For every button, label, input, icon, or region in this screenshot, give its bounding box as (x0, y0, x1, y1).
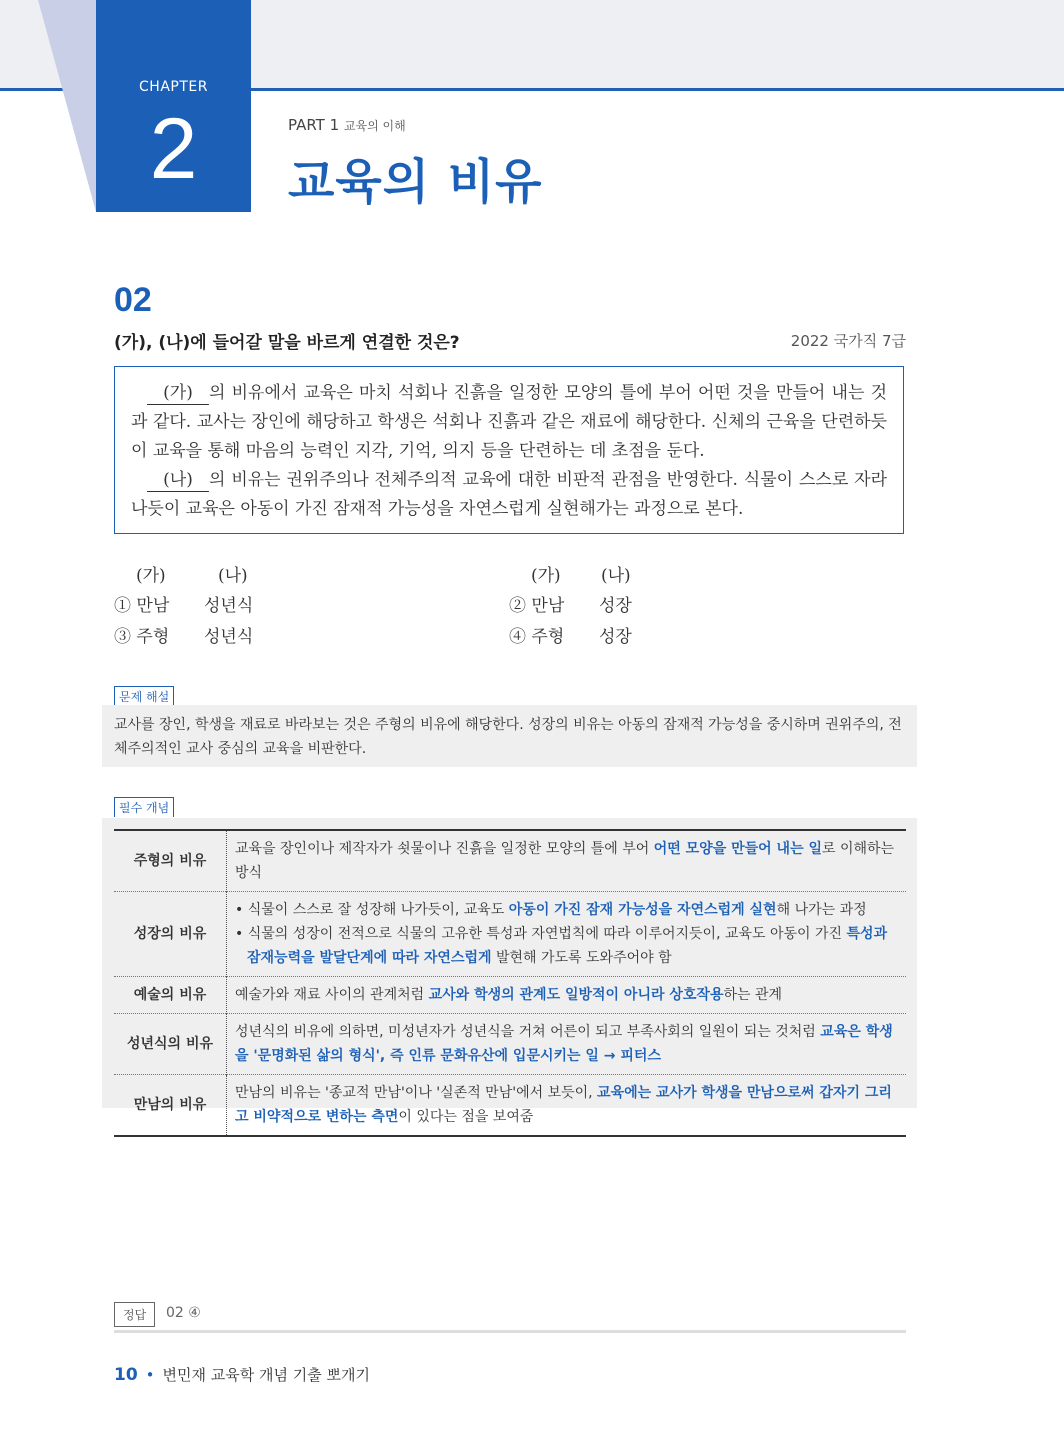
row-head: 만남의 비유 (114, 1075, 227, 1137)
table-row (114, 1075, 906, 1137)
choice-head-a: (가) (136, 566, 166, 586)
part-label: PART 1 교육의 이해 (288, 116, 406, 134)
row-head: 성년식의 비유 (114, 1014, 227, 1075)
row-body: 성년식의 비유에 의하면, 미성년자가 성년식을 거쳐 어른이 되고 부족사회의 일원이 되는 것처럼 교육은 학생을 '문명화된 삶의 형식', 즉 인류 문화유산에 입문시키는 일 → 피터스 (235, 1024, 893, 1064)
row-head: 성장의 비유 (114, 892, 227, 977)
table-row (114, 1014, 906, 1075)
question-source: 2022 국가직 7급 (790, 332, 906, 350)
choice-head-a: (가) (531, 566, 561, 586)
row-body: 만남의 비유는 '종교적 만남'이나 '실존적 만남'에서 보듯이, 교육에는 교사가 학생을 만남으로써 갑자기 그리고 비약적으로 변하는 측면이 있다는 점을 보여줌 (235, 1085, 892, 1125)
answer-label: 정답 (114, 1302, 155, 1327)
passage-paragraph-2: (나) 의 비유는 권위주의나 전체주의적 교육에 대한 비판적 관점을 반영한다. 식물이 스스로 자라나듯이 교육은 아동이 가진 잠재적 가능성을 자연스럽게 실현해가는 과정으로 본다. (131, 470, 887, 519)
choice-2[interactable]: ② 만남 성장 (509, 596, 632, 616)
blank-a: (가) (147, 382, 209, 405)
question-prompt: (가), (나)에 들어갈 말을 바르게 연결한 것은? (114, 333, 460, 353)
answer-rule (114, 1330, 906, 1333)
row-body: 예술가와 재료 사이의 관계처럼 교사와 학생의 관계도 일방적이 아니라 상호작용하는 관계 (235, 987, 783, 1003)
row-head: 주형의 비유 (114, 830, 227, 892)
footer-dot: • (145, 1366, 155, 1384)
question-number: 02 (114, 281, 152, 319)
concepts-tag: 필수 개념 (114, 797, 174, 817)
choice-3[interactable]: ③ 주형 성년식 (114, 627, 254, 647)
explanation-text: 교사를 장인, 학생을 재료로 바라보는 것은 주형의 비유에 해당한다. 성장의 비유는 아동의 잠재적 가능성을 중시하며 권위주의, 전체주의적인 교사 중심의 교육을 비판한다. (102, 705, 917, 767)
question-passage (114, 366, 904, 534)
chapter-number: 2 (149, 101, 198, 197)
choice-1[interactable]: ① 만남 성년식 (114, 596, 254, 616)
table-row (114, 892, 906, 977)
footer (114, 1364, 370, 1385)
row-body: 교육을 장인이나 제작자가 쇳물이나 진흙을 일정한 모양의 틀에 부어 어떤 모양을 만들어 내는 일로 이해하는 방식 (235, 841, 895, 881)
chapter-label: CHAPTER (139, 79, 208, 95)
concepts-table (114, 829, 906, 1137)
choice-head-b: (나) (601, 566, 631, 586)
explanation-tag: 문제 해설 (114, 686, 174, 706)
blank-b: (나) (147, 469, 209, 492)
table-row (114, 830, 906, 892)
page-number: 10 (114, 1365, 138, 1385)
row-body: • 식물이 스스로 잘 성장해 나가듯이, 교육도 아동이 가진 잠재 가능성을 자연스럽게 실현해 나가는 과정 • 식물의 성장이 전적으로 식물의 고유한 특성과 자연법칙에 따라 이루어지듯이, 교육도 아동이 가진 특성과 잠재능력을 발달단계에 따라 자연스럽게 발현해 가도록 도와주어야 함 (235, 902, 888, 966)
passage-paragraph-1: (가) 의 비유에서 교육은 마치 석회나 진흙을 일정한 모양의 틀에 부어 어떤 것을 만들어 내는 것과 같다. 교사는 장인에 해당하고 학생은 석회나 진흙과 같은 재료에 해당한다. 신체의 근육을 단련하듯이 교육을 통해 마음의 능력인 지각, 기억, 의지 등을 단련하는 데 초점을 둔다. (131, 383, 887, 461)
choice-head-b: (나) (218, 566, 248, 586)
part-title: 교육의 이해 (343, 119, 406, 133)
book-title: 변민재 교육학 개념 기출 뽀개기 (162, 1366, 370, 1384)
answer-value: 02 ④ (166, 1305, 201, 1321)
table-row (114, 977, 906, 1014)
page-title: 교육의 비유 (288, 154, 543, 210)
row-head: 예술의 비유 (114, 977, 227, 1014)
choice-4[interactable]: ④ 주형 성장 (509, 627, 632, 647)
